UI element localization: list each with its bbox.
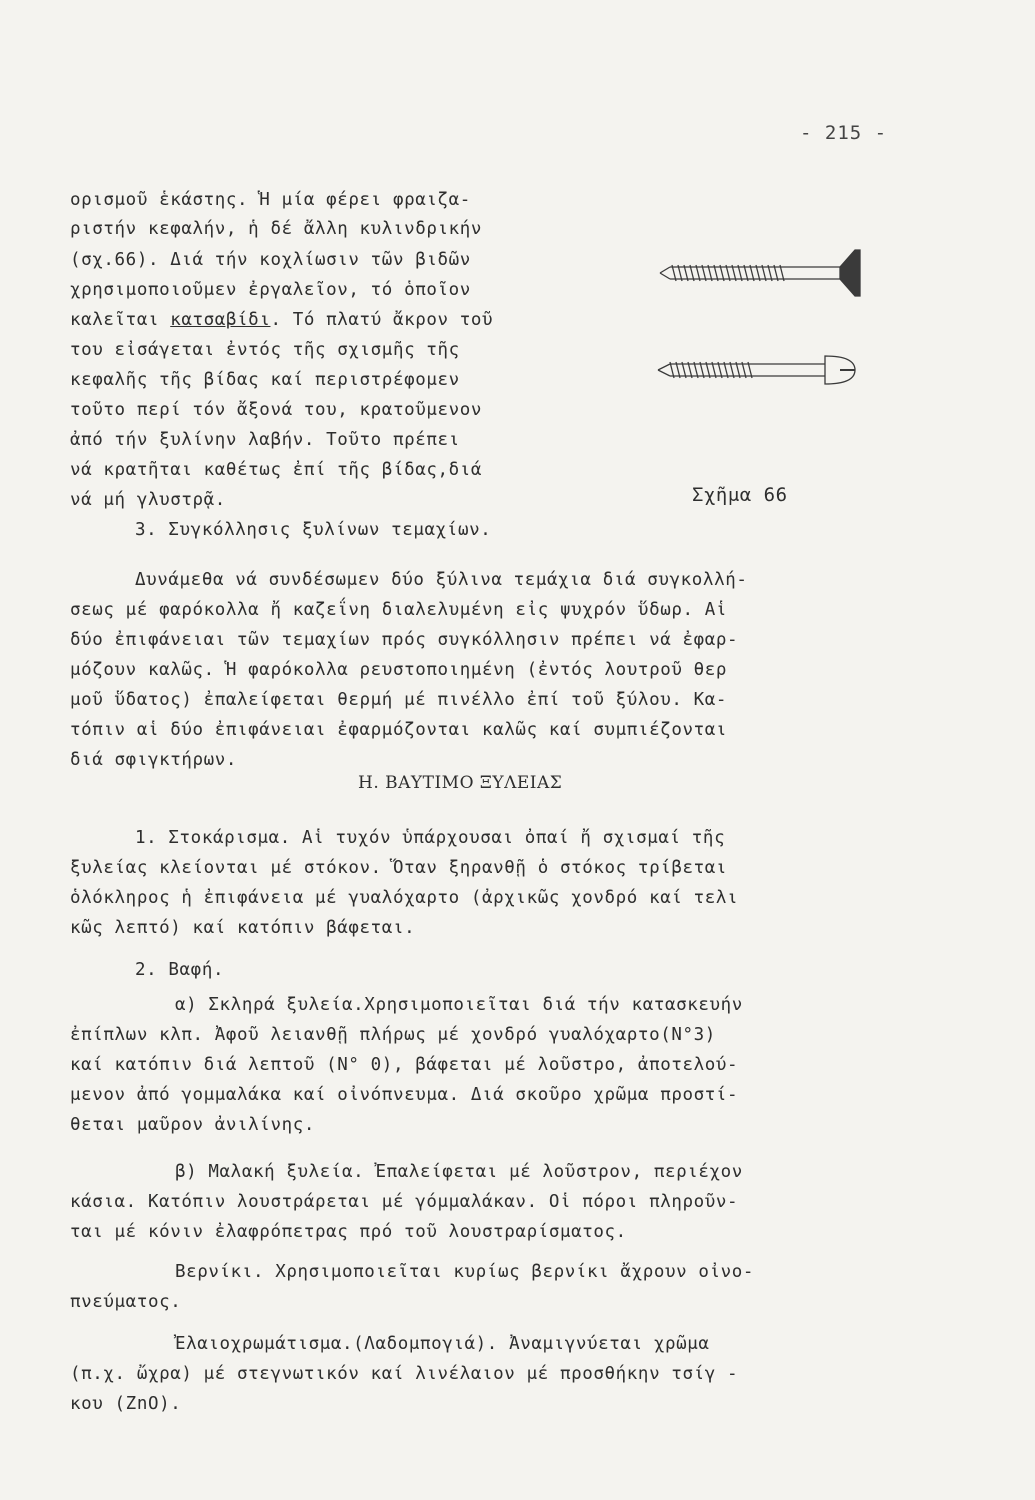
figure-66 [650, 240, 870, 420]
text-line: ὁλόκληρος ἡ ἐπιφάνεια μέ γυαλόχαρτο (ἀρχικῶς χονδρό καί τελι [70, 888, 739, 908]
text-line: Βερνίκι. Χρησιμοποιεῖται κυρίως βερνίκι ἄχρουν οἰνο- [175, 1262, 755, 1282]
text-line: 1. Στοκάρισμα. Αἱ τυχόν ὑπάρχουσαι ὀπαί ἤ σχισμαί τῆς [135, 828, 726, 848]
term-screwdriver: κατσαβίδι [170, 310, 271, 330]
text-line: ται μέ κόνιν ἐλαφρόπετρας πρό τοῦ λουστραρίσματος. [70, 1222, 627, 1242]
text-line: τόπιν αἱ δύο ἐπιφάνειαι ἐφαρμόζονται καλῶς καί συμπιέζονται [70, 720, 728, 740]
text-line: μοῦ ὕδατος) ἐπαλείφεται θερμή μέ πινέλλο ἐπί τοῦ ξύλου. Κα- [70, 690, 728, 710]
figure-drawing [650, 240, 870, 420]
text-line: Δυνάμεθα νά συνδέσωμεν δύο ξύλινα τεμάχια διά συγκολλή- [135, 570, 748, 590]
subsection-title: 2. Βαφή. [135, 960, 225, 980]
text-line: μόζουν καλῶς. Ἡ φαρόκολλα ρευστοποιημένη (ἐντός λουτροῦ θερ [70, 660, 728, 680]
text-fragment: . Τό πλατύ ἄκρον τοῦ [270, 310, 494, 330]
text-line: μενον ἀπό γομμαλάκα καί οἰνόπνευμα. Διά σκοῦρο χρῶμα προστί- [70, 1085, 739, 1105]
text-line: β) Μαλακή ξυλεία. Ἐπαλείφεται μέ λοῦστρον, περιέχον [175, 1162, 743, 1182]
text-line: σεως μέ φαρόκολλα ἤ καζεΐνη διαλελυμένη εἰς ψυχρόν ὕδωρ. Αἱ [70, 600, 728, 620]
text-line: ορισμοῦ ἑκάστης. Ἡ μία φέρει φραιζα- [70, 190, 471, 210]
text-line: ξυλείας κλείονται μέ στόκον. Ὅταν ξηρανθῇ ὁ στόκος τρίβεται [70, 858, 728, 878]
round-head-screw-icon [658, 356, 855, 384]
text-line: ἀπό τήν ξυλίνην λαβήν. Τοῦτο πρέπει [70, 430, 460, 450]
flat-head-screw-icon [660, 250, 860, 296]
text-line: καί κατόπιν διά λεπτοῦ (Ν° 0), βάφεται μέ λοῦστρο, ἀποτελού- [70, 1055, 739, 1075]
text-line: δύο ἐπιφάνειαι τῶν τεμαχίων πρός συγκόλλησιν πρέπει νά ἐφαρ- [70, 630, 739, 650]
text-line: πνεύματος. [70, 1292, 182, 1312]
section-title: 3. Συγκόλλησις ξυλίνων τεμαχίων. [135, 520, 492, 540]
text-line [70, 310, 493, 330]
text-line: ριστήν κεφαλήν, ἡ δέ ἄλλη κυλινδρικήν [70, 219, 483, 239]
text-line: Ἐλαιοχρωμάτισμα.(Λαδομπογιά). Ἀναμιγνύεται χρῶμα [175, 1334, 710, 1354]
text-line: τοῦτο περί τόν ἄξονά του, κρατοῦμενον [70, 400, 483, 420]
text-line: νά μή γλυστρᾷ. [70, 490, 226, 510]
text-line: α) Σκληρά ξυλεία.Χρησιμοποιεῖται διά τήν κατασκευήν [175, 995, 743, 1015]
figure-caption: Σχῆμα 66 [692, 484, 788, 506]
text-line: κάσια. Κατόπιν λουστράρεται μέ γόμμαλάκαν. Οἱ πόροι πληροῦν- [70, 1192, 739, 1212]
page-number: - 215 - [800, 122, 888, 144]
text-line: (π.χ. ὤχρα) μέ στεγνωτικόν καί λινέλαιον μέ προσθήκην τσίγ - [70, 1364, 739, 1384]
text-line: κου (ZnO). [70, 1394, 182, 1414]
text-line: θεται μαῦρον ἀνιλίνης. [70, 1115, 315, 1135]
text-line: διά σφιγκτήρων. [70, 750, 238, 770]
text-line: κῶς λεπτό) καί κατόπιν βάφεται. [70, 918, 416, 938]
text-line: ἐπίπλων κλπ. Ἀφοῦ λειανθῇ πλήρως μέ χονδρό γυαλόχαρτο(Ν°3) [70, 1025, 716, 1045]
text-line: (σχ.66). Διά τήν κοχλίωσιν τῶν βιδῶν [70, 250, 471, 270]
text-line: νά κρατῆται καθέτως ἐπί τῆς βίδας,διά [70, 460, 483, 480]
text-line: κεφαλῆς τῆς βίδας καί περιστρέφομεν [70, 370, 460, 390]
text-fragment: καλεῖται [70, 310, 171, 330]
text-line: χρησιμοποιοῦμεν ἐργαλεῖον, τό ὁποῖον [70, 280, 471, 300]
section-heading: Η. ΒΑΥΤΙΜΟ ΞΥΛΕΙΑΣ [358, 773, 563, 793]
text-line: του εἰσάγεται ἐντός τῆς σχισμῆς τῆς [70, 340, 460, 360]
